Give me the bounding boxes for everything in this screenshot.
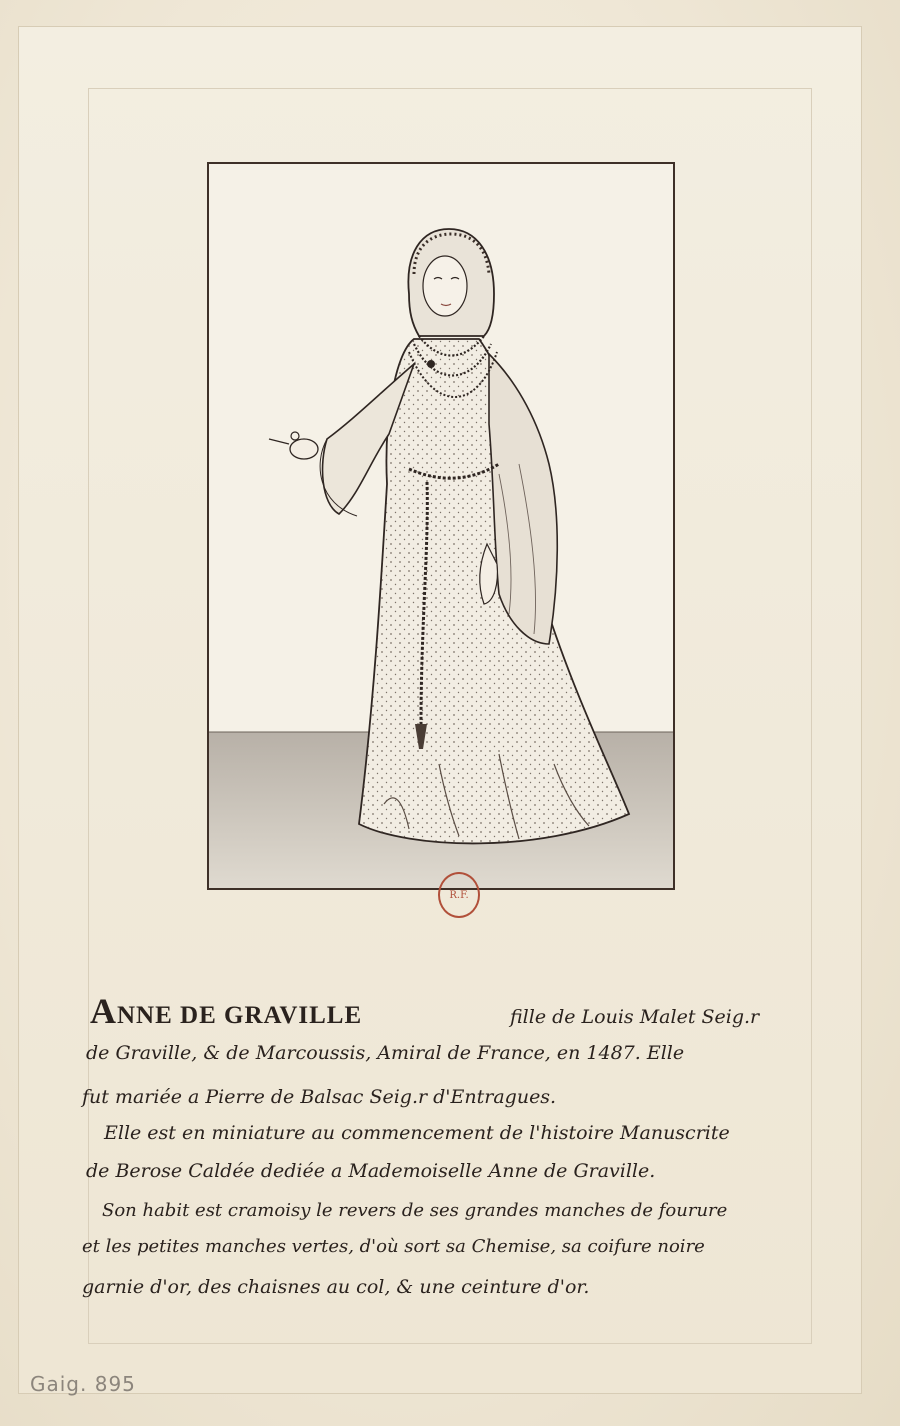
- stamp-text: R.F.: [449, 889, 469, 901]
- caption-line-2: de Graville, & de Marcoussis, Amiral de France, en 1487. Elle: [86, 1042, 685, 1064]
- shelfmark: Gaig. 895: [30, 1372, 136, 1396]
- caption-line-8: garnie d'or, des chaisnes au col, & une ceinture d'or.: [82, 1276, 590, 1298]
- caption-line-7: et les petites manches vertes, d'où sort sa Chemise, sa coifure noire: [82, 1236, 705, 1257]
- caption-line-6: Son habit est cramoisy le revers de ses grandes manches de fourure: [102, 1200, 728, 1221]
- library-stamp: [438, 872, 480, 918]
- caption-title: [90, 990, 362, 1032]
- caption-line-3: fut mariée a Pierre de Balsac Seig.r d'Entragues.: [82, 1086, 557, 1108]
- caption-line-1: fille de Louis Malet Seig.r: [510, 1006, 760, 1028]
- title-name: NNE DE GRAVILLE: [117, 1002, 363, 1029]
- caption-line-5: de Berose Caldée dediée a Mademoiselle Anne de Graville.: [86, 1160, 656, 1182]
- title-initial: A: [90, 991, 117, 1031]
- face: [423, 256, 467, 316]
- portrait-drawing: [209, 164, 673, 888]
- illustration-frame: [207, 162, 675, 890]
- caption-line-4: Elle est en miniature au commencement de l'histoire Manuscrite: [104, 1122, 730, 1144]
